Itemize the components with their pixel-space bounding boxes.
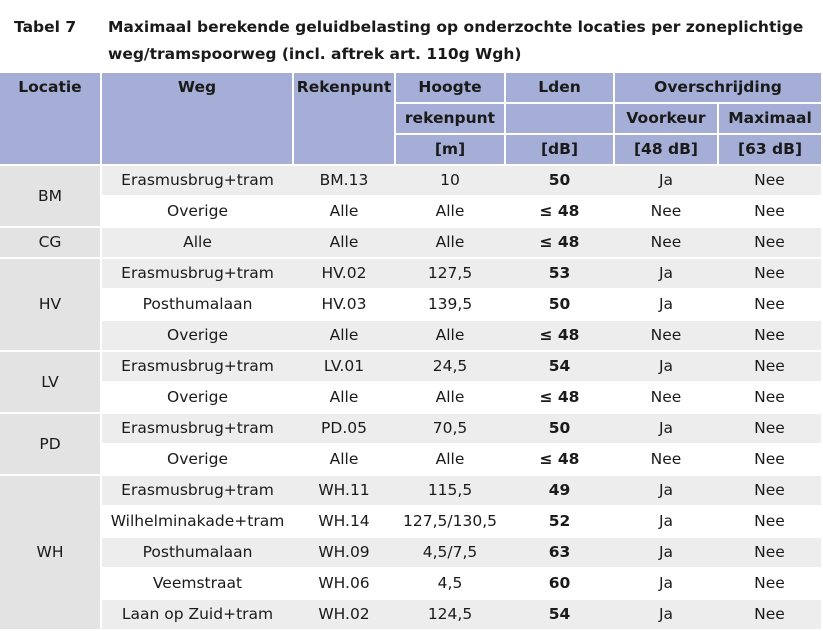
cell-lden: 54 [505,599,614,630]
cell-hoogte: Alle [395,227,505,258]
header-lden-blank [505,103,614,134]
cell-locatie: CG [0,227,101,258]
cell-lden: ≤ 48 [505,444,614,475]
caption-text: Maximaal berekende geluidbelasting op onderzochte locaties per zoneplichtige weg/tramspoorweg (incl. aftrek art. 110g Wgh) [108,18,804,63]
cell-voorkeur: Nee [614,227,718,258]
header-hoogte: Hoogte [395,73,505,103]
cell-rekenpunt: WH.14 [293,506,395,537]
cell-voorkeur: Ja [614,599,718,630]
cell-lden: 50 [505,413,614,444]
cell-lden: 63 [505,537,614,568]
cell-hoogte: 10 [395,165,505,196]
cell-weg: Overige [101,320,293,351]
cell-hoogte: 115,5 [395,475,505,506]
cell-voorkeur: Ja [614,289,718,320]
cell-rekenpunt: Alle [293,320,395,351]
cell-lden: 53 [505,258,614,289]
cell-voorkeur: Ja [614,568,718,599]
table-header [0,73,821,165]
header-maximaal: Maximaal [718,103,821,134]
cell-hoogte: 127,5 [395,258,505,289]
cell-maximaal: Nee [718,258,821,289]
cell-voorkeur: Ja [614,258,718,289]
cell-voorkeur: Ja [614,413,718,444]
header-maximaal-unit: [63 dB] [718,134,821,165]
header-weg: Weg [101,73,293,165]
cell-maximaal: Nee [718,196,821,227]
cell-hoogte: 70,5 [395,413,505,444]
cell-voorkeur: Nee [614,320,718,351]
cell-voorkeur: Nee [614,382,718,413]
cell-maximaal: Nee [718,568,821,599]
cell-maximaal: Nee [718,289,821,320]
cell-rekenpunt: WH.02 [293,599,395,630]
cell-rekenpunt: WH.06 [293,568,395,599]
cell-lden: ≤ 48 [505,320,614,351]
table-row [0,351,821,382]
header-overschrijding: Overschrijding [614,73,821,103]
cell-weg: Erasmusbrug+tram [101,351,293,382]
cell-rekenpunt: Alle [293,444,395,475]
cell-hoogte: 24,5 [395,351,505,382]
cell-weg: Erasmusbrug+tram [101,165,293,196]
cell-weg: Erasmusbrug+tram [101,475,293,506]
cell-rekenpunt: HV.02 [293,258,395,289]
table-row [0,382,821,413]
cell-rekenpunt: WH.11 [293,475,395,506]
cell-lden: ≤ 48 [505,227,614,258]
cell-weg: Wilhelminakade+tram [101,506,293,537]
noise-table [0,73,821,631]
table-row [0,537,821,568]
cell-lden: 60 [505,568,614,599]
table-row [0,165,821,196]
table-row [0,289,821,320]
table-row [0,506,821,537]
cell-locatie: WH [0,475,101,630]
table-body [0,165,821,630]
cell-hoogte: Alle [395,320,505,351]
cell-rekenpunt: LV.01 [293,351,395,382]
cell-hoogte: Alle [395,382,505,413]
cell-rekenpunt: BM.13 [293,165,395,196]
header-rekenpunt: Rekenpunt [293,73,395,165]
cell-weg: Posthumalaan [101,537,293,568]
cell-lden: 50 [505,289,614,320]
cell-voorkeur: Nee [614,444,718,475]
cell-lden: 54 [505,351,614,382]
cell-lden: 49 [505,475,614,506]
header-voorkeur-unit: [48 dB] [614,134,718,165]
caption-label: Tabel 7 [14,18,77,36]
table-row [0,413,821,444]
table-row [0,444,821,475]
header-lden: Lden [505,73,614,103]
cell-maximaal: Nee [718,475,821,506]
cell-hoogte: 4,5 [395,568,505,599]
cell-hoogte: 124,5 [395,599,505,630]
cell-hoogte: 127,5/130,5 [395,506,505,537]
cell-maximaal: Nee [718,382,821,413]
cell-rekenpunt: HV.03 [293,289,395,320]
cell-voorkeur: Ja [614,475,718,506]
cell-weg: Erasmusbrug+tram [101,413,293,444]
cell-lden: 50 [505,165,614,196]
cell-weg: Veemstraat [101,568,293,599]
header-lden-unit: [dB] [505,134,614,165]
header-locatie: Locatie [0,73,101,165]
table-row [0,568,821,599]
cell-maximaal: Nee [718,444,821,475]
cell-locatie: BM [0,165,101,227]
header-hoogte-sub: rekenpunt [395,103,505,134]
cell-maximaal: Nee [718,506,821,537]
header-voorkeur: Voorkeur [614,103,718,134]
cell-hoogte: 139,5 [395,289,505,320]
cell-hoogte: Alle [395,196,505,227]
cell-weg: Overige [101,196,293,227]
cell-lden: ≤ 48 [505,382,614,413]
cell-rekenpunt: PD.05 [293,413,395,444]
header-hoogte-unit: [m] [395,134,505,165]
cell-maximaal: Nee [718,165,821,196]
table-row [0,599,821,630]
table-row [0,196,821,227]
cell-hoogte: Alle [395,444,505,475]
cell-voorkeur: Ja [614,537,718,568]
cell-hoogte: 4,5/7,5 [395,537,505,568]
table-row [0,227,821,258]
cell-weg: Alle [101,227,293,258]
cell-maximaal: Nee [718,599,821,630]
cell-voorkeur: Nee [614,196,718,227]
cell-lden: ≤ 48 [505,196,614,227]
cell-voorkeur: Ja [614,506,718,537]
cell-maximaal: Nee [718,227,821,258]
cell-rekenpunt: WH.09 [293,537,395,568]
cell-maximaal: Nee [718,320,821,351]
table-row [0,258,821,289]
cell-locatie: HV [0,258,101,351]
cell-weg: Overige [101,382,293,413]
table-row [0,475,821,506]
cell-maximaal: Nee [718,351,821,382]
cell-weg: Erasmusbrug+tram [101,258,293,289]
cell-voorkeur: Ja [614,165,718,196]
cell-maximaal: Nee [718,413,821,444]
cell-locatie: LV [0,351,101,413]
cell-lden: 52 [505,506,614,537]
cell-rekenpunt: Alle [293,227,395,258]
cell-rekenpunt: Alle [293,196,395,227]
cell-locatie: PD [0,413,101,475]
cell-voorkeur: Ja [614,351,718,382]
cell-weg: Posthumalaan [101,289,293,320]
cell-weg: Laan op Zuid+tram [101,599,293,630]
cell-rekenpunt: Alle [293,382,395,413]
cell-maximaal: Nee [718,537,821,568]
table-row [0,320,821,351]
cell-weg: Overige [101,444,293,475]
